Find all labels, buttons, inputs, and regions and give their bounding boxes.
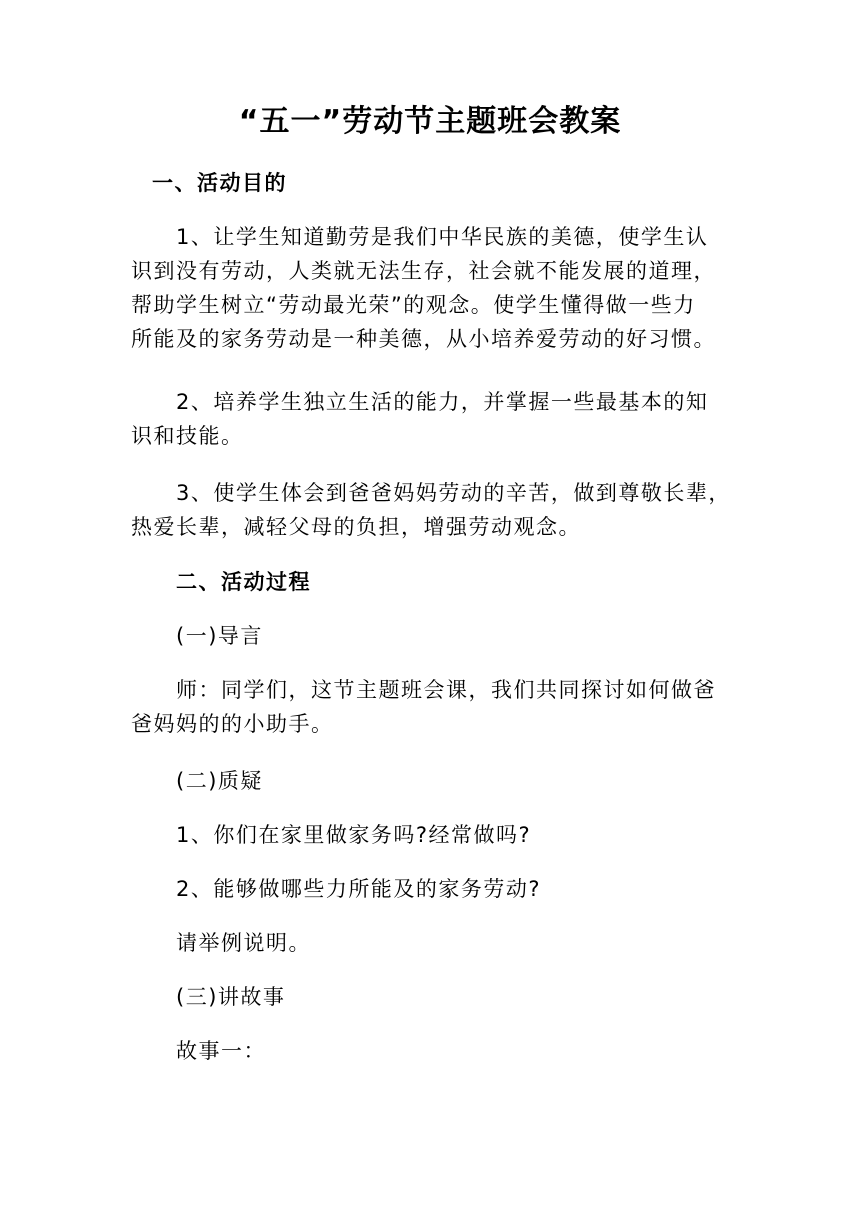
paragraph-line: 3、使学生体会到爸爸妈妈劳动的辛苦，做到尊敬长辈， <box>176 481 731 505</box>
paragraph-purpose-3 <box>131 476 731 544</box>
subheading-intro: (一)导言 <box>176 624 263 648</box>
document-title: “五一”劳动节主题班会教案 <box>238 104 622 139</box>
story-1-label: 故事一： <box>176 1039 266 1063</box>
section-heading-process: 二、活动过程 <box>176 570 311 594</box>
question-note: 请举例说明。 <box>176 931 311 955</box>
paragraph-line: 帮助学生树立“劳动最光荣”的观念。使学生懂得做一些力 <box>131 293 696 317</box>
paragraph-line: 热爱长辈，减轻父母的负担，增强劳动观念。 <box>131 515 581 539</box>
section-heading-purpose: 一、活动目的 <box>152 171 287 195</box>
subheading-story: (三)讲故事 <box>176 985 286 1009</box>
paragraph-line: 所能及的家务劳动是一种美德，从小培养爱劳动的好习惯。 <box>131 327 716 351</box>
paragraph-line: 识和技能。 <box>131 424 244 448</box>
paragraph-purpose-1 <box>131 220 731 356</box>
paragraph-line: 师：同学们，这节主题班会课，我们共同探讨如何做爸 <box>176 678 716 702</box>
subheading-question: (二)质疑 <box>176 769 263 793</box>
question-2: 2、能够做哪些力所能及的家务劳动? <box>176 877 542 901</box>
question-1: 1、你们在家里做家务吗?经常做吗? <box>176 823 532 847</box>
paragraph-purpose-2 <box>131 385 731 453</box>
paragraph-line: 1、让学生知道勤劳是我们中华民族的美德，使学生认 <box>176 225 709 249</box>
paragraph-line: 识到没有劳动，人类就无法生存，社会就不能发展的道理， <box>131 259 716 283</box>
paragraph-intro <box>131 673 731 741</box>
paragraph-line: 2、培养学生独立生活的能力，并掌握一些最基本的知 <box>176 390 709 414</box>
paragraph-line: 爸妈妈的的小助手。 <box>131 712 334 736</box>
